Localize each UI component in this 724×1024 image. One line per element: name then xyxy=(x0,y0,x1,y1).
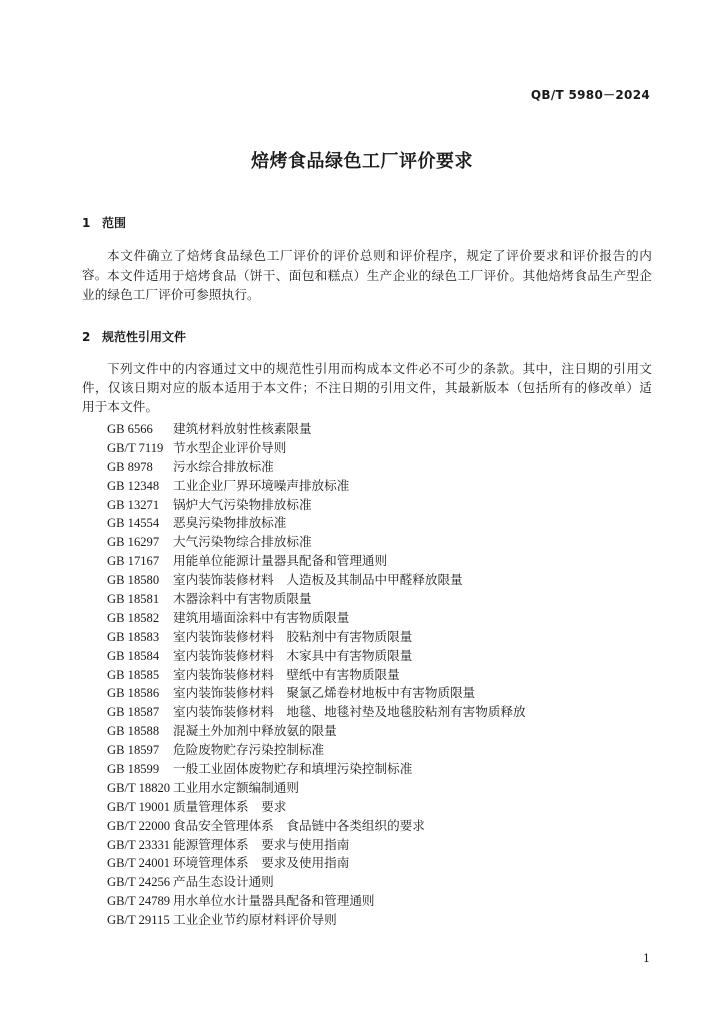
section-1-heading xyxy=(82,214,126,231)
reference-title: 用水单位水计量器具配备和管理通则 xyxy=(173,893,375,909)
reference-code: GB 12348 xyxy=(107,478,160,493)
reference-title: 环境管理体系 要求及使用指南 xyxy=(173,855,350,871)
reference-code: GB 18580 xyxy=(107,573,160,588)
reference-code: GB 18582 xyxy=(107,610,160,625)
reference-code: GB/T 24789 xyxy=(107,894,171,909)
section-2-heading xyxy=(82,328,186,345)
reference-code: GB/T 22000 xyxy=(107,818,171,833)
reference-title: 一般工业固体废物贮存和填埋污染控制标准 xyxy=(173,761,413,777)
scope-paragraph-2: 本文件适用于焙烤食品（饼干、面包和糕点）生产企业的绿色工厂评价。其他焙烤食品生产型企业的绿色工厂评价可参照执行。 xyxy=(82,268,652,302)
reference-item xyxy=(107,892,526,911)
reference-item xyxy=(107,798,526,817)
reference-title: 工业企业厂界环境噪声排放标准 xyxy=(173,477,350,493)
reference-code: GB 8978 xyxy=(107,459,153,474)
reference-item xyxy=(107,439,526,458)
reference-code: GB 18586 xyxy=(107,686,160,701)
reference-title: 工业用水定额编制通则 xyxy=(173,779,299,795)
reference-item xyxy=(107,684,526,703)
reference-code: GB 18585 xyxy=(107,667,160,682)
section-1-number: 1 xyxy=(82,216,91,230)
section-2-number: 2 xyxy=(82,330,91,344)
reference-title: 质量管理体系 要求 xyxy=(173,798,287,814)
normative-references-paragraph: 下列文件中的内容通过文中的规范性引用而构成本文件必不可少的条款。其中，注日期的引用文件，仅该日期对应的版本适用于本文件；不注日期的引用文件，其最新版本（包括所有的修改单）适用于本文件。 xyxy=(82,361,652,414)
document-title: 焙烤食品绿色工厂评价要求 xyxy=(251,151,473,172)
reference-item xyxy=(107,533,526,552)
reference-item xyxy=(107,628,526,647)
reference-code: GB 16297 xyxy=(107,535,160,550)
reference-item xyxy=(107,571,526,590)
reference-code: GB 18588 xyxy=(107,724,160,739)
reference-item xyxy=(107,854,526,873)
section-2-title: 规范性引用文件 xyxy=(102,330,187,344)
page-number: 1 xyxy=(643,952,650,965)
reference-code: GB/T 24256 xyxy=(107,875,171,890)
reference-title: 能源管理体系 要求与使用指南 xyxy=(173,836,350,852)
reference-item xyxy=(107,496,526,515)
reference-code: GB 17167 xyxy=(107,554,160,569)
reference-title: 建筑材料放射性核素限量 xyxy=(173,421,312,436)
reference-item xyxy=(107,590,526,609)
reference-code: GB 18584 xyxy=(107,648,160,663)
reference-item xyxy=(107,609,526,628)
reference-item xyxy=(107,514,526,533)
reference-title: 工业企业节约原材料评价导则 xyxy=(173,912,337,928)
reference-title: 木器涂料中有害物质限量 xyxy=(173,591,312,607)
reference-code: GB 18597 xyxy=(107,743,160,758)
reference-item xyxy=(107,836,526,855)
reference-title: 危险废物贮存污染控制标准 xyxy=(173,742,325,758)
reference-item xyxy=(107,722,526,741)
reference-list xyxy=(107,420,526,930)
reference-code: GB/T 7119 xyxy=(107,440,164,455)
reference-code: GB/T 19001 xyxy=(107,799,171,814)
reference-code: GB/T 18820 xyxy=(107,780,171,795)
reference-code: GB 18587 xyxy=(107,705,160,720)
reference-title: 室内装饰装修材料 人造板及其制品中甲醛释放限量 xyxy=(173,572,463,588)
reference-code: GB/T 24001 xyxy=(107,856,171,871)
reference-title: 建筑用墙面涂料中有害物质限量 xyxy=(173,609,350,625)
reference-item xyxy=(107,552,526,571)
reference-title: 室内装饰装修材料 木家具中有害物质限量 xyxy=(173,647,413,663)
reference-title: 恶臭污染物排放标准 xyxy=(173,515,287,531)
reference-item xyxy=(107,458,526,477)
reference-title: 混凝土外加剂中释放氨的限量 xyxy=(173,723,337,739)
reference-item xyxy=(107,760,526,779)
reference-item xyxy=(107,477,526,496)
scope-paragraph-1: 本文件确立了焙烤食品绿色工厂评价的评价总则和评价程序，规定了评价要求和评价报告的内容。 xyxy=(82,248,652,282)
reference-item xyxy=(107,911,526,930)
reference-title: 用能单位能源计量器具配备和管理通则 xyxy=(173,553,388,569)
reference-title: 室内装饰装修材料 地毯、地毯衬垫及地毯胶粘剂有害物质释放 xyxy=(173,704,526,720)
reference-title: 污水综合排放标准 xyxy=(173,458,274,474)
reference-code: GB 13271 xyxy=(107,497,160,512)
reference-code: GB 6566 xyxy=(107,422,153,436)
reference-title: 产品生态设计通则 xyxy=(173,874,274,890)
reference-code: GB 18599 xyxy=(107,762,160,777)
reference-code: GB 18583 xyxy=(107,629,160,644)
reference-code: GB/T 29115 xyxy=(107,913,170,928)
reference-title: 锅炉大气污染物排放标准 xyxy=(173,496,312,512)
reference-title: 室内装饰装修材料 聚氯乙烯卷材地板中有害物质限量 xyxy=(173,685,476,701)
standard-code: QB/T 5980－2024 xyxy=(530,88,650,102)
reference-item xyxy=(107,703,526,722)
section-1-title: 范围 xyxy=(102,216,127,230)
reference-item xyxy=(107,779,526,798)
reference-code: GB 14554 xyxy=(107,516,160,531)
reference-title: 节水型企业评价导则 xyxy=(173,439,287,455)
reference-title: 食品安全管理体系 食品链中各类组织的要求 xyxy=(173,817,425,833)
reference-code: GB/T 23331 xyxy=(107,837,171,852)
reference-title: 大气污染物综合排放标准 xyxy=(173,534,312,550)
reference-title: 室内装饰装修材料 胶粘剂中有害物质限量 xyxy=(173,628,413,644)
reference-item xyxy=(107,873,526,892)
reference-item xyxy=(107,666,526,685)
reference-item xyxy=(107,817,526,836)
reference-item xyxy=(107,420,526,439)
reference-item xyxy=(107,741,526,760)
reference-item xyxy=(107,647,526,666)
reference-title: 室内装饰装修材料 壁纸中有害物质限量 xyxy=(173,666,400,682)
reference-code: GB 18581 xyxy=(107,592,160,607)
